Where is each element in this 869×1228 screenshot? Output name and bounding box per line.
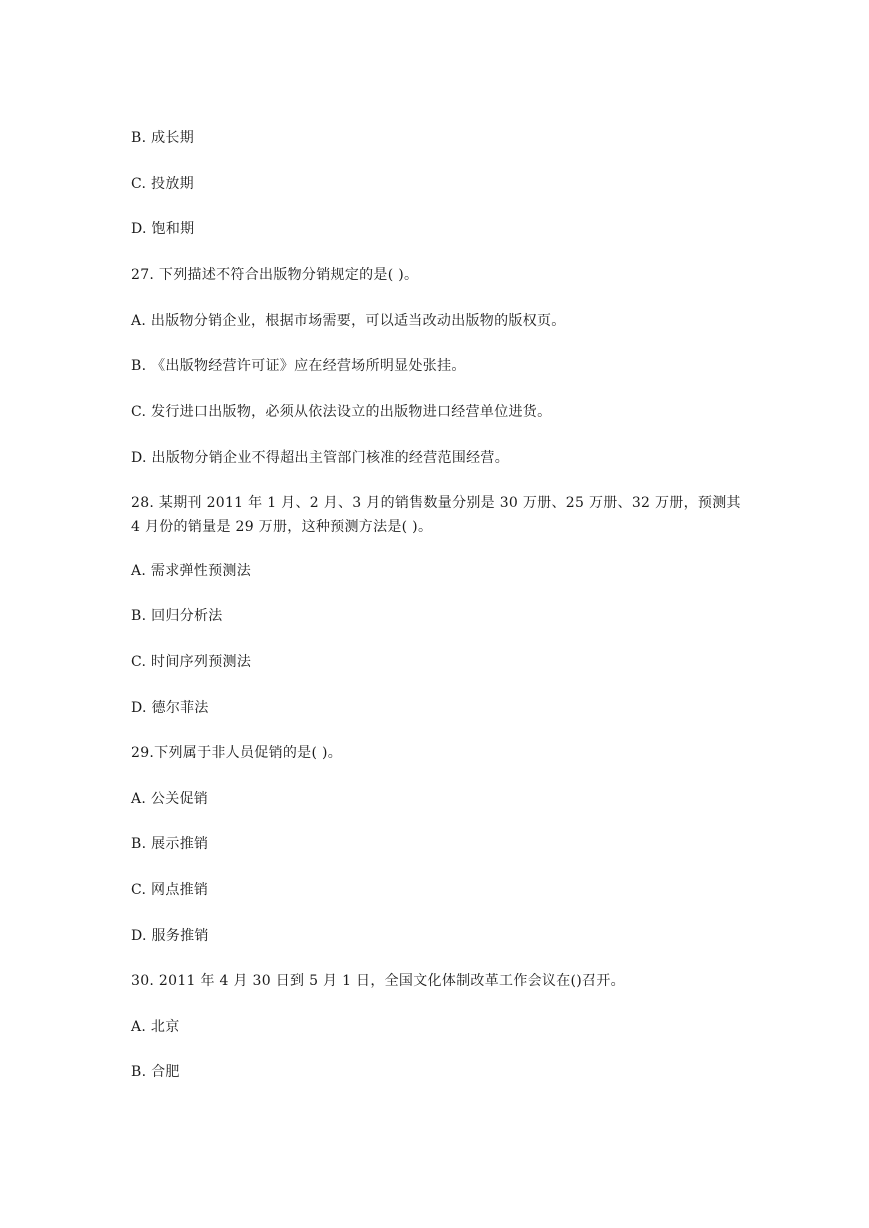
question-28-line-2: 4 月份的销量是 29 万册，这种预测方法是( )。 [131, 519, 433, 535]
option-d-q26: D. 饱和期 [131, 221, 195, 237]
option-c-q27: C. 发行进口出版物，必须从依法设立的出版物进口经营单位进货。 [131, 404, 552, 420]
option-b-q28: B. 回归分析法 [131, 608, 223, 624]
option-d-q27: D. 出版物分销企业不得超出主管部门核准的经营范围经营。 [131, 450, 510, 466]
option-a-q27: A. 出版物分销企业，根据市场需要，可以适当改动出版物的版权页。 [131, 313, 566, 329]
option-b-q26: B. 成长期 [131, 130, 194, 146]
option-b-q30: B. 合肥 [131, 1064, 180, 1080]
option-b-q27: B. 《出版物经营许可证》应在经营场所明显处张挂。 [131, 358, 466, 374]
option-c-q29: C. 网点推销 [131, 882, 209, 898]
option-c-q26: C. 投放期 [131, 176, 194, 192]
option-d-q29: D. 服务推销 [131, 928, 209, 944]
question-28-line-1: 28. 某期刊 2011 年 1 月、2 月、3 月的销售数量分别是 30 万册、25 万册、32 万册，预测其 [131, 495, 741, 511]
option-a-q28: A. 需求弹性预测法 [131, 563, 252, 579]
option-a-q30: A. 北京 [131, 1019, 180, 1035]
question-30: 30. 2011 年 4 月 30 日到 5 月 1 日，全国文化体制改革工作会议在()召开。 [131, 973, 625, 989]
question-27: 27. 下列描述不符合出版物分销规定的是( )。 [131, 267, 419, 283]
option-b-q29: B. 展示推销 [131, 836, 209, 852]
option-a-q29: A. 公关促销 [131, 791, 209, 807]
question-29: 29.下列属于非人员促销的是( )。 [131, 745, 343, 761]
option-c-q28: C. 时间序列预测法 [131, 654, 252, 670]
option-d-q28: D. 德尔菲法 [131, 700, 209, 716]
